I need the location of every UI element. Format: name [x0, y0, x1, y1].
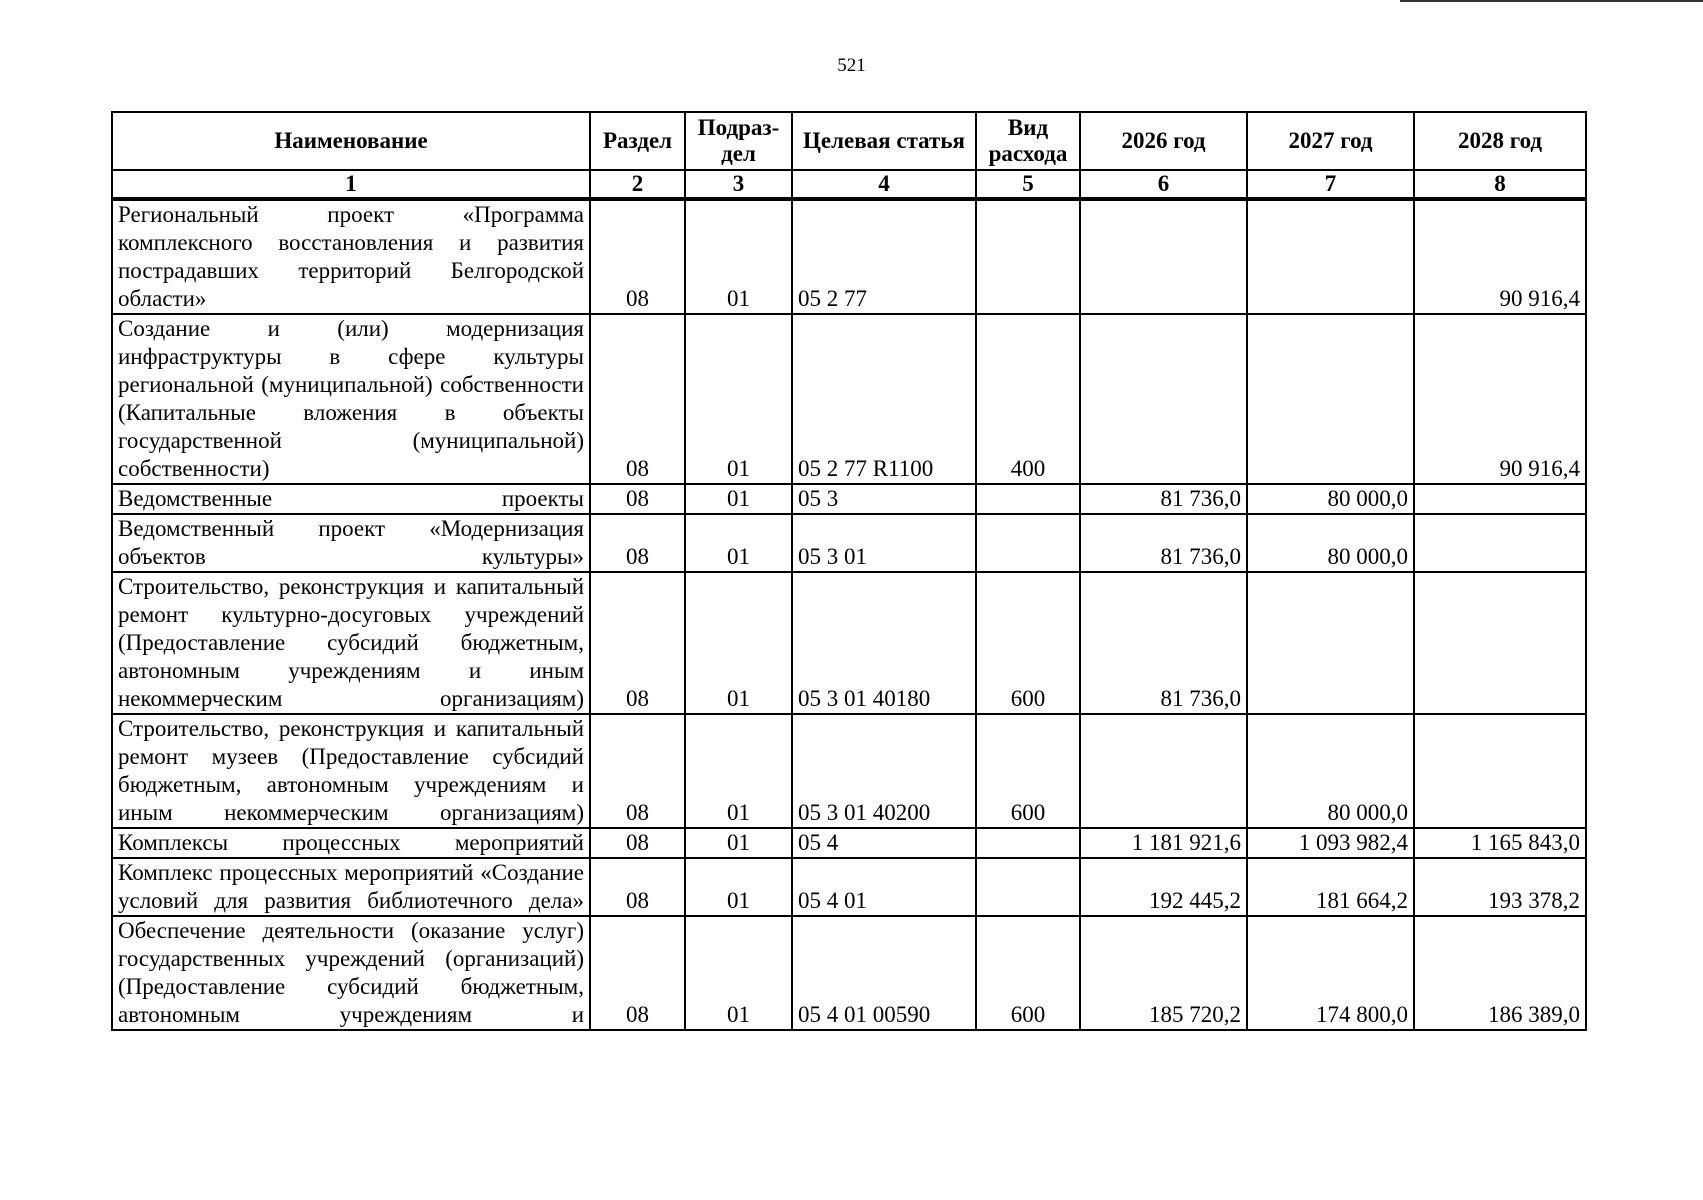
cell-2027: 181 664,2	[1247, 858, 1414, 916]
table-row	[112, 572, 1586, 714]
budget-table	[111, 111, 1587, 1031]
cell-vid-raskhoda: 600	[976, 572, 1080, 714]
cell-2026	[1080, 714, 1247, 828]
cell-celevaya-statya: 05 4 01	[792, 858, 976, 916]
table-row	[112, 858, 1586, 916]
column-number: 4	[792, 170, 976, 199]
cell-name: Комплексы процессных мероприятий	[112, 828, 590, 858]
cell-2026: 81 736,0	[1080, 484, 1247, 514]
cell-2028	[1414, 514, 1586, 572]
cell-celevaya-statya: 05 4 01 00590	[792, 916, 976, 1030]
cell-razdel: 08	[590, 484, 685, 514]
cell-podrazdel: 01	[685, 858, 792, 916]
column-number: 3	[685, 170, 792, 199]
table-row	[112, 514, 1586, 572]
header-celevaya-statya: Целевая статья	[792, 112, 976, 170]
cell-celevaya-statya: 05 2 77	[792, 199, 976, 314]
cell-name: Ведомственные проекты	[112, 484, 590, 514]
table-row	[112, 828, 1586, 858]
cell-2026: 192 445,2	[1080, 858, 1247, 916]
cell-razdel: 08	[590, 714, 685, 828]
cell-vid-raskhoda: 600	[976, 714, 1080, 828]
cell-2028	[1414, 714, 1586, 828]
column-number: 8	[1414, 170, 1586, 199]
cell-2027: 1 093 982,4	[1247, 828, 1414, 858]
cell-podrazdel: 01	[685, 916, 792, 1030]
column-number: 1	[112, 170, 590, 199]
cell-podrazdel: 01	[685, 828, 792, 858]
cell-razdel: 08	[590, 858, 685, 916]
scan-edge-line	[1400, 0, 1703, 2]
header-2028: 2028 год	[1414, 112, 1586, 170]
column-number: 6	[1080, 170, 1247, 199]
cell-2028: 186 389,0	[1414, 916, 1586, 1030]
cell-razdel: 08	[590, 916, 685, 1030]
cell-podrazdel: 01	[685, 314, 792, 484]
cell-2028	[1414, 484, 1586, 514]
cell-2026: 81 736,0	[1080, 514, 1247, 572]
column-number: 5	[976, 170, 1080, 199]
table-row	[112, 916, 1586, 1030]
cell-vid-raskhoda: 600	[976, 916, 1080, 1030]
column-number: 2	[590, 170, 685, 199]
cell-2027	[1247, 199, 1414, 314]
cell-vid-raskhoda	[976, 199, 1080, 314]
cell-name: Создание и (или) модернизация инфраструктуры в сфере культуры региональной (муниципальной) собственности (Капитальные вложения в объекты государственной (муниципальной) собственности)	[112, 314, 590, 484]
cell-2028: 193 378,2	[1414, 858, 1586, 916]
page-number: 521	[837, 55, 866, 76]
header-razdel: Раздел	[590, 112, 685, 170]
cell-podrazdel: 01	[685, 714, 792, 828]
cell-2027	[1247, 314, 1414, 484]
cell-name: Комплекс процессных мероприятий «Создание условий для развития библиотечного дела»	[112, 858, 590, 916]
cell-2028: 90 916,4	[1414, 199, 1586, 314]
column-number: 7	[1247, 170, 1414, 199]
cell-razdel: 08	[590, 314, 685, 484]
cell-podrazdel: 01	[685, 514, 792, 572]
cell-celevaya-statya: 05 3 01 40180	[792, 572, 976, 714]
cell-celevaya-statya: 05 2 77 R1100	[792, 314, 976, 484]
cell-razdel: 08	[590, 572, 685, 714]
cell-vid-raskhoda	[976, 858, 1080, 916]
header-vid-raskhoda: Вид расхода	[976, 112, 1080, 170]
cell-2028: 90 916,4	[1414, 314, 1586, 484]
cell-2026	[1080, 314, 1247, 484]
cell-celevaya-statya: 05 3 01 40200	[792, 714, 976, 828]
table-row	[112, 484, 1586, 514]
cell-name: Региональный проект «Программа комплексного восстановления и развития пострадавших территорий Белгородской области»	[112, 199, 590, 314]
cell-vid-raskhoda: 400	[976, 314, 1080, 484]
cell-razdel: 08	[590, 828, 685, 858]
cell-2026: 1 181 921,6	[1080, 828, 1247, 858]
header-2026: 2026 год	[1080, 112, 1247, 170]
header-row	[112, 112, 1586, 170]
table-row	[112, 714, 1586, 828]
cell-celevaya-statya: 05 4	[792, 828, 976, 858]
cell-podrazdel: 01	[685, 199, 792, 314]
column-number-row	[112, 170, 1586, 199]
cell-2026	[1080, 199, 1247, 314]
cell-2028	[1414, 572, 1586, 714]
cell-celevaya-statya: 05 3 01	[792, 514, 976, 572]
header-podrazdel: Подраз- дел	[685, 112, 792, 170]
table-row	[112, 199, 1586, 314]
cell-name: Строительство, реконструкция и капитальный ремонт культурно-досуговых учреждений (Предоставление субсидий бюджетным, автономным учреждениям и иным некоммерческим организациям)	[112, 572, 590, 714]
cell-vid-raskhoda	[976, 514, 1080, 572]
cell-razdel: 08	[590, 514, 685, 572]
cell-podrazdel: 01	[685, 572, 792, 714]
cell-2028: 1 165 843,0	[1414, 828, 1586, 858]
cell-2027	[1247, 572, 1414, 714]
cell-razdel: 08	[590, 199, 685, 314]
cell-vid-raskhoda	[976, 484, 1080, 514]
cell-2027: 80 000,0	[1247, 714, 1414, 828]
table-row	[112, 314, 1586, 484]
header-2027: 2027 год	[1247, 112, 1414, 170]
cell-2026: 185 720,2	[1080, 916, 1247, 1030]
cell-vid-raskhoda	[976, 828, 1080, 858]
cell-name: Ведомственный проект «Модернизация объектов культуры»	[112, 514, 590, 572]
cell-celevaya-statya: 05 3	[792, 484, 976, 514]
cell-name: Строительство, реконструкция и капитальный ремонт музеев (Предоставление субсидий бюджетным, автономным учреждениям и иным некоммерческим организациям)	[112, 714, 590, 828]
cell-podrazdel: 01	[685, 484, 792, 514]
cell-name: Обеспечение деятельности (оказание услуг) государственных учреждений (организаций) (Предоставление субсидий бюджетным, автономным учреждениям и	[112, 916, 590, 1030]
cell-2027: 80 000,0	[1247, 484, 1414, 514]
cell-2027: 80 000,0	[1247, 514, 1414, 572]
cell-2026: 81 736,0	[1080, 572, 1247, 714]
cell-2027: 174 800,0	[1247, 916, 1414, 1030]
header-name: Наименование	[112, 112, 590, 170]
